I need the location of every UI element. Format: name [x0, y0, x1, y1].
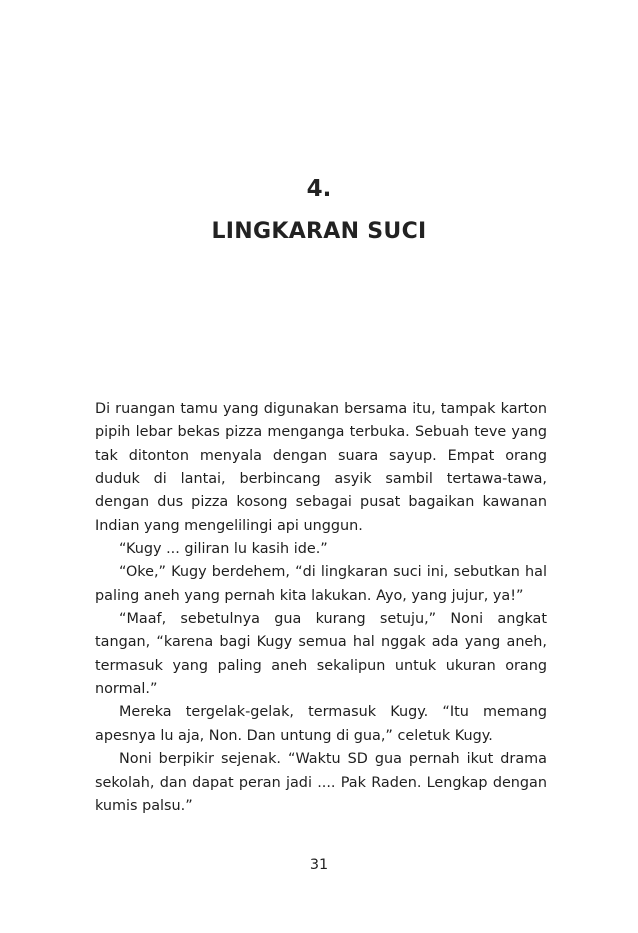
chapter-number: 4. [306, 176, 332, 202]
paragraph: “Oke,” Kugy berdehem, “di lingkaran suci ini, sebutkan hal paling aneh yang pernah kita lakukan. Ayo, yang jujur, ya!” [95, 564, 547, 604]
chapter-body [95, 398, 547, 818]
paragraph: Di ruangan tamu yang digunakan bersama itu, tampak karton pipih lebar bekas pizza menganga terbuka. Sebuah teve yang tak ditonton menyala dengan suara sayup. Empat orang duduk di lantai, berbincang asyik sambil tertawa-tawa, dengan dus pizza kosong sebagai pusat bagaikan kawanan Indian yang mengelilingi api unggun. [95, 401, 547, 534]
paragraph: Noni berpikir sejenak. “Waktu SD gua pernah ikut drama sekolah, dan dapat peran jadi .... Pak Raden. Lengkap dengan kumis palsu.” [95, 751, 547, 814]
paragraph: “Kugy ... giliran lu kasih ide.” [119, 541, 328, 558]
page-number: 31 [309, 857, 329, 873]
paragraph: Mereka tergelak-gelak, termasuk Kugy. “Itu memang apesnya lu aja, Non. Dan untung di gua,” celetuk Kugy. [95, 704, 547, 744]
chapter-title: LINGKARAN SUCI [211, 219, 427, 244]
paragraph: “Maaf, sebetulnya gua kurang setuju,” Noni angkat tangan, “karena bagi Kugy semua hal nggak ada yang aneh, termasuk yang paling aneh sekalipun untuk ukuran orang normal.” [95, 611, 547, 698]
